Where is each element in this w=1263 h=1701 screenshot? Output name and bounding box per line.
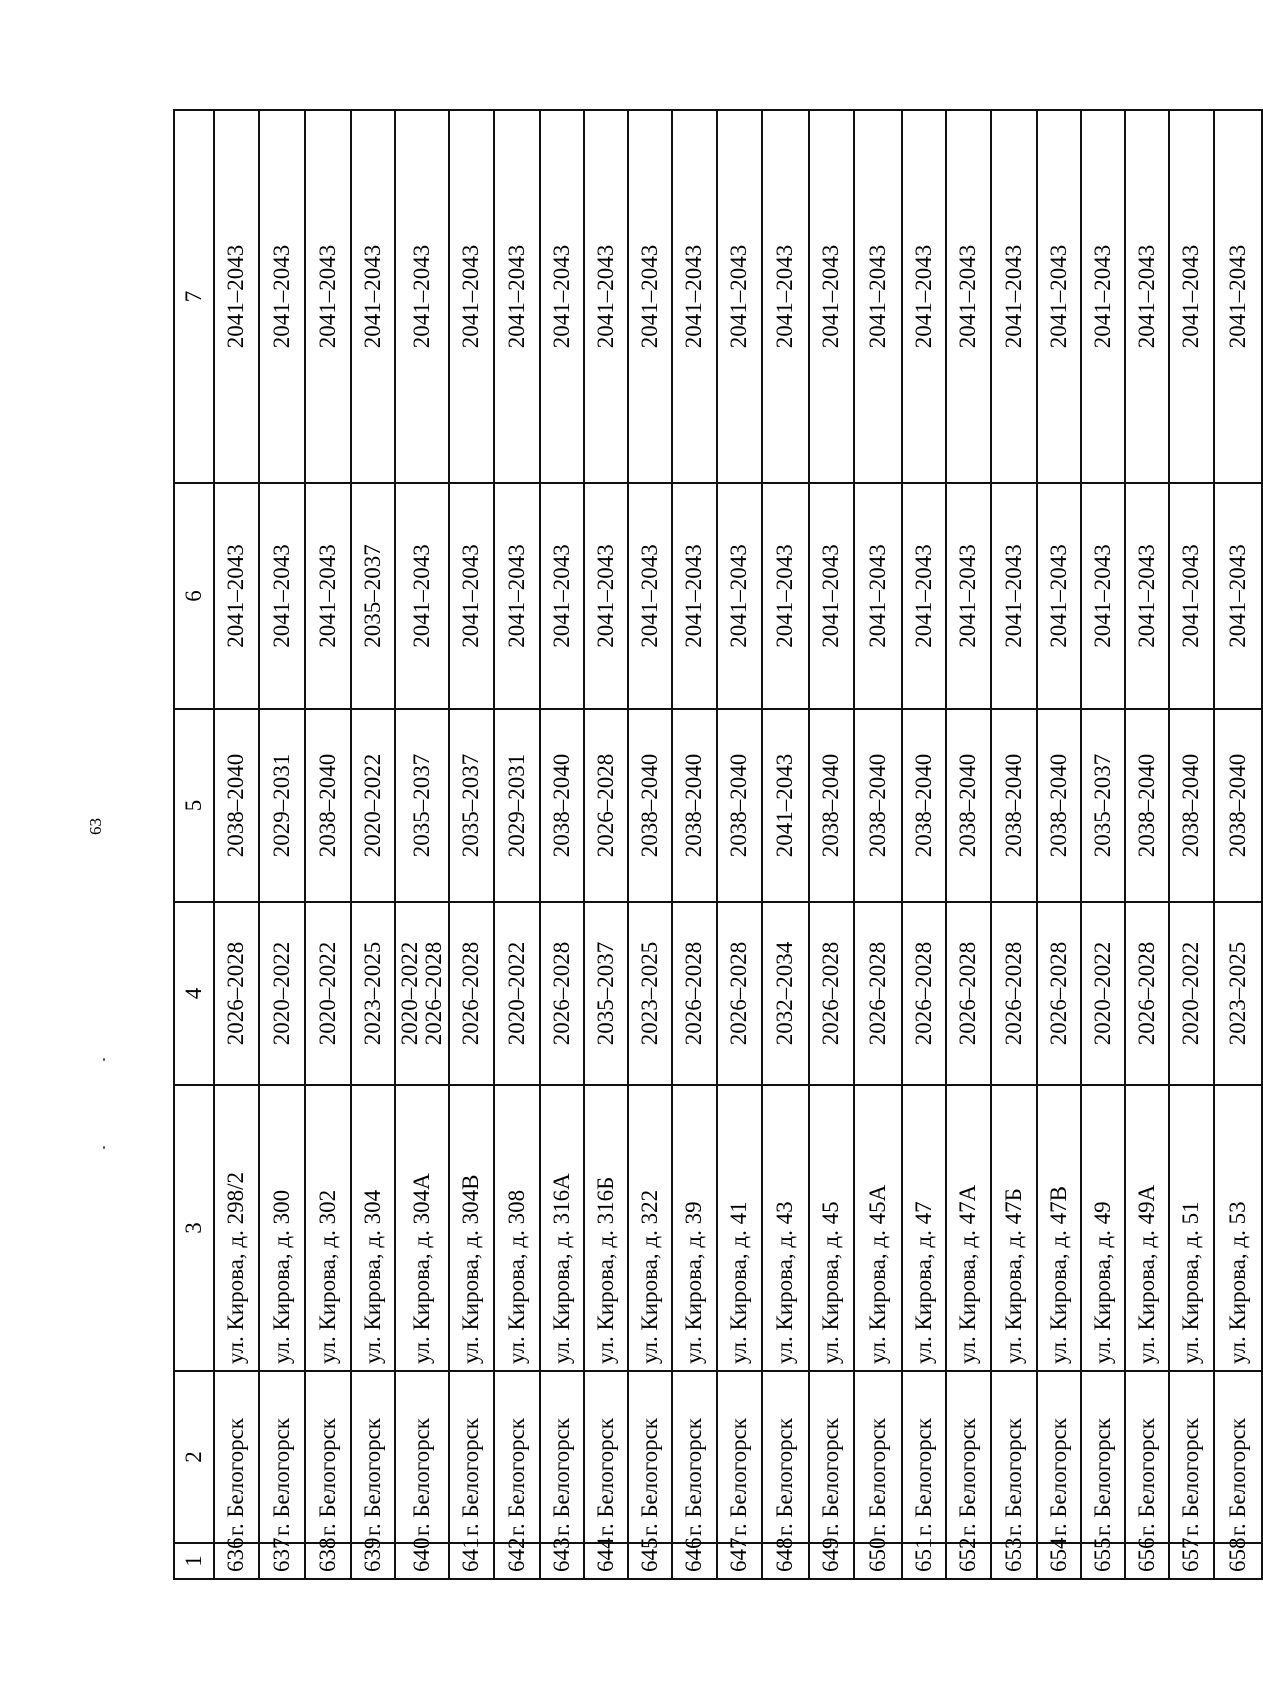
cell-col7: 2041–2043 xyxy=(991,110,1037,483)
cell-col5: 2035–2037 xyxy=(1081,709,1125,902)
cell-col6: 2041–2043 xyxy=(1169,483,1214,709)
cell-col4-line: 2026–2028 xyxy=(910,941,936,1046)
cell-col4-line: 2026–2028 xyxy=(955,941,981,1046)
cell-col5: 2035–2037 xyxy=(395,709,449,902)
cell-col4 xyxy=(762,902,809,1085)
cell-col5: 2038–2040 xyxy=(305,709,351,902)
cell-col5: 2038–2040 xyxy=(628,709,672,902)
cell-col7: 2041–2043 xyxy=(540,110,584,483)
cell-address: ул. Кирова, д. 51 xyxy=(1169,1085,1214,1371)
cell-number: 654 xyxy=(1037,1543,1081,1579)
cell-city: г. Белогорск xyxy=(946,1371,991,1543)
cell-col6: 2041–2043 xyxy=(717,483,762,709)
page-number: 63 xyxy=(86,818,105,835)
cell-col6: 2041–2043 xyxy=(809,483,854,709)
cell-col4 xyxy=(584,902,628,1085)
table-row xyxy=(1081,110,1125,1579)
cell-address: ул. Кирова, д. 41 xyxy=(717,1085,762,1371)
cell-col6: 2041–2043 xyxy=(449,483,494,709)
cell-address: ул. Кирова, д. 304 xyxy=(351,1085,395,1371)
cell-col6: 2035–2037 xyxy=(351,483,395,709)
cell-col6: 2041–2043 xyxy=(1037,483,1081,709)
cell-col4-line: 2026–2028 xyxy=(681,941,707,1046)
cell-col4-line: 2020–2022 xyxy=(1178,941,1204,1046)
cell-col4 xyxy=(1169,902,1214,1085)
cell-number: 637 xyxy=(259,1543,305,1579)
scan-speck xyxy=(103,1058,105,1061)
cell-col6: 2041–2043 xyxy=(628,483,672,709)
cell-col4-line: 2020–2022 xyxy=(314,941,340,1046)
cell-col7: 2041–2043 xyxy=(672,110,717,483)
cell-col6: 2041–2043 xyxy=(305,483,351,709)
scan-speck xyxy=(103,1146,105,1149)
cell-col4 xyxy=(902,902,946,1085)
cell-address: ул. Кирова, д. 47А xyxy=(946,1085,991,1371)
cell-address: ул. Кирова, д. 47Б xyxy=(991,1085,1037,1371)
cell-col4-line: 2020–2022 xyxy=(396,941,422,1046)
cell-city: г. Белогорск xyxy=(1037,1371,1081,1543)
cell-col4-line: 2035–2037 xyxy=(592,941,618,1046)
cell-col4-line: 2026–2028 xyxy=(726,941,752,1046)
header-col-2: 2 xyxy=(174,1371,214,1543)
cell-city: г. Белогорск xyxy=(991,1371,1037,1543)
cell-col4-line: 2020–2022 xyxy=(268,941,294,1046)
cell-col6: 2041–2043 xyxy=(672,483,717,709)
cell-city: г. Белогорск xyxy=(672,1371,717,1543)
cell-address: ул. Кирова, д. 300 xyxy=(259,1085,305,1371)
cell-col6: 2041–2043 xyxy=(1214,483,1262,709)
cell-number: 646 xyxy=(672,1543,717,1579)
cell-col5: 2038–2040 xyxy=(1169,709,1214,902)
cell-col5: 2038–2040 xyxy=(809,709,854,902)
header-col-7: 7 xyxy=(174,110,214,483)
cell-col7: 2041–2043 xyxy=(351,110,395,483)
cell-col7: 2041–2043 xyxy=(395,110,449,483)
cell-col6: 2041–2043 xyxy=(1081,483,1125,709)
cell-col6: 2041–2043 xyxy=(946,483,991,709)
cell-col4-line: 2023–2025 xyxy=(359,941,385,1046)
table-row xyxy=(1037,110,1081,1579)
cell-col4 xyxy=(854,902,902,1085)
cell-col4-line: 2026–2028 xyxy=(458,941,484,1046)
cell-col6: 2041–2043 xyxy=(214,483,259,709)
table-row xyxy=(1169,110,1214,1579)
cell-number: 640 xyxy=(395,1543,449,1579)
table-row xyxy=(672,110,717,1579)
table-row xyxy=(494,110,540,1579)
cell-col5: 2038–2040 xyxy=(214,709,259,902)
cell-col5: 2038–2040 xyxy=(540,709,584,902)
cell-col7: 2041–2043 xyxy=(854,110,902,483)
cell-address: ул. Кирова, д. 47В xyxy=(1037,1085,1081,1371)
cell-col7: 2041–2043 xyxy=(1214,110,1262,483)
cell-col7: 2041–2043 xyxy=(494,110,540,483)
cell-address: ул. Кирова, д. 45 xyxy=(809,1085,854,1371)
cell-number: 650 xyxy=(854,1543,902,1579)
cell-number: 644 xyxy=(584,1543,628,1579)
cell-city: г. Белогорск xyxy=(1081,1371,1125,1543)
cell-address: ул. Кирова, д. 39 xyxy=(672,1085,717,1371)
cell-city: г. Белогорск xyxy=(214,1371,259,1543)
cell-number: 636 xyxy=(214,1543,259,1579)
cell-address: ул. Кирова, д. 47 xyxy=(902,1085,946,1371)
table-row xyxy=(1125,110,1169,1579)
cell-city: г. Белогорск xyxy=(809,1371,854,1543)
cell-col7: 2041–2043 xyxy=(1169,110,1214,483)
cell-col4-line: 2026–2028 xyxy=(548,941,574,1046)
cell-col4 xyxy=(1037,902,1081,1085)
table-body xyxy=(174,110,1262,1579)
cell-col5: 2038–2040 xyxy=(991,709,1037,902)
table-row xyxy=(449,110,494,1579)
rotated-table-container xyxy=(173,111,1250,1580)
cell-col4-line: 2026–2028 xyxy=(864,941,890,1046)
cell-address: ул. Кирова, д. 304А xyxy=(395,1085,449,1371)
cell-col5: 2038–2040 xyxy=(946,709,991,902)
cell-address: ул. Кирова, д. 298/2 xyxy=(214,1085,259,1371)
cell-col4-line: 2026–2028 xyxy=(1133,941,1159,1046)
cell-col4-line: 2026–2028 xyxy=(1000,941,1026,1046)
cell-city: г. Белогорск xyxy=(1125,1371,1169,1543)
cell-col7: 2041–2043 xyxy=(902,110,946,483)
cell-number: 653 xyxy=(991,1543,1037,1579)
cell-number: 647 xyxy=(717,1543,762,1579)
cell-col6: 2041–2043 xyxy=(854,483,902,709)
cell-col7: 2041–2043 xyxy=(1037,110,1081,483)
cell-address: ул. Кирова, д. 304В xyxy=(449,1085,494,1371)
table-row xyxy=(717,110,762,1579)
cell-col5: 2035–2037 xyxy=(449,709,494,902)
cell-col4 xyxy=(259,902,305,1085)
cell-city: г. Белогорск xyxy=(351,1371,395,1543)
cell-col6: 2041–2043 xyxy=(494,483,540,709)
cell-col7: 2041–2043 xyxy=(305,110,351,483)
cell-col7: 2041–2043 xyxy=(259,110,305,483)
cell-address: ул. Кирова, д. 302 xyxy=(305,1085,351,1371)
cell-col6: 2041–2043 xyxy=(762,483,809,709)
cell-number: 656 xyxy=(1125,1543,1169,1579)
header-col-1: 1 xyxy=(174,1543,214,1579)
cell-col4 xyxy=(395,902,449,1085)
cell-col6: 2041–2043 xyxy=(902,483,946,709)
cell-col7: 2041–2043 xyxy=(449,110,494,483)
cell-address: ул. Кирова, д. 316А xyxy=(540,1085,584,1371)
table-row xyxy=(395,110,449,1579)
cell-city: г. Белогорск xyxy=(902,1371,946,1543)
cell-number: 652 xyxy=(946,1543,991,1579)
header-col-5: 5 xyxy=(174,709,214,902)
cell-col6: 2041–2043 xyxy=(540,483,584,709)
cell-col6: 2041–2043 xyxy=(1125,483,1169,709)
cell-col4 xyxy=(494,902,540,1085)
cell-col7: 2041–2043 xyxy=(809,110,854,483)
cell-address: ул. Кирова, д. 49 xyxy=(1081,1085,1125,1371)
header-row xyxy=(174,110,214,1579)
table-row xyxy=(991,110,1037,1579)
table-row xyxy=(305,110,351,1579)
cell-col5: 2020–2022 xyxy=(351,709,395,902)
header-col-3: 3 xyxy=(174,1085,214,1371)
cell-city: г. Белогорск xyxy=(305,1371,351,1543)
cell-city: г. Белогорск xyxy=(762,1371,809,1543)
cell-col4 xyxy=(1125,902,1169,1085)
cell-number: 643 xyxy=(540,1543,584,1579)
cell-col5: 2038–2040 xyxy=(717,709,762,902)
cell-col4-line: 2026–2028 xyxy=(223,941,249,1046)
cell-col4 xyxy=(809,902,854,1085)
cell-col7: 2041–2043 xyxy=(762,110,809,483)
cell-col4-line: 2020–2022 xyxy=(503,941,529,1046)
cell-col7: 2041–2043 xyxy=(717,110,762,483)
cell-number: 639 xyxy=(351,1543,395,1579)
cell-number: 649 xyxy=(809,1543,854,1579)
cell-city: г. Белогорск xyxy=(540,1371,584,1543)
cell-number: 658 xyxy=(1214,1543,1262,1579)
cell-col5: 2038–2040 xyxy=(1125,709,1169,902)
header-col-4: 4 xyxy=(174,902,214,1085)
cell-col5: 2038–2040 xyxy=(854,709,902,902)
cell-col4 xyxy=(540,902,584,1085)
table-row xyxy=(214,110,259,1579)
cell-col5: 2038–2040 xyxy=(1037,709,1081,902)
cell-number: 657 xyxy=(1169,1543,1214,1579)
cell-city: г. Белогорск xyxy=(1214,1371,1262,1543)
cell-col4-line: 2026–2028 xyxy=(1045,941,1071,1046)
cell-col7: 2041–2043 xyxy=(946,110,991,483)
cell-col5: 2026–2028 xyxy=(584,709,628,902)
cell-col4 xyxy=(672,902,717,1085)
cell-city: г. Белогорск xyxy=(1169,1371,1214,1543)
cell-number: 655 xyxy=(1081,1543,1125,1579)
schedule-table xyxy=(173,109,1263,1580)
cell-col7: 2041–2043 xyxy=(1081,110,1125,483)
table-row xyxy=(854,110,902,1579)
cell-col6: 2041–2043 xyxy=(395,483,449,709)
cell-number: 638 xyxy=(305,1543,351,1579)
cell-number: 651 xyxy=(902,1543,946,1579)
cell-city: г. Белогорск xyxy=(395,1371,449,1543)
cell-city: г. Белогорск xyxy=(717,1371,762,1543)
cell-col4-line: 2023–2025 xyxy=(1224,941,1250,1046)
cell-col4 xyxy=(1081,902,1125,1085)
cell-number: 641 xyxy=(449,1543,494,1579)
cell-number: 645 xyxy=(628,1543,672,1579)
table-row xyxy=(351,110,395,1579)
cell-city: г. Белогорск xyxy=(259,1371,305,1543)
cell-col7: 2041–2043 xyxy=(1125,110,1169,483)
cell-address: ул. Кирова, д. 49А xyxy=(1125,1085,1169,1371)
cell-col4 xyxy=(305,902,351,1085)
cell-col4-line: 2032–2034 xyxy=(772,941,798,1046)
table-row xyxy=(540,110,584,1579)
cell-address: ул. Кирова, д. 45А xyxy=(854,1085,902,1371)
cell-city: г. Белогорск xyxy=(854,1371,902,1543)
cell-col5: 2029–2031 xyxy=(494,709,540,902)
cell-col4 xyxy=(214,902,259,1085)
cell-city: г. Белогорск xyxy=(584,1371,628,1543)
cell-address: ул. Кирова, д. 322 xyxy=(628,1085,672,1371)
cell-city: г. Белогорск xyxy=(494,1371,540,1543)
cell-col4 xyxy=(991,902,1037,1085)
cell-col6: 2041–2043 xyxy=(991,483,1037,709)
cell-col5: 2038–2040 xyxy=(1214,709,1262,902)
cell-col5: 2041–2043 xyxy=(762,709,809,902)
cell-col4-line: 2026–2028 xyxy=(421,941,446,1046)
cell-col4 xyxy=(717,902,762,1085)
cell-col4-line: 2023–2025 xyxy=(636,941,662,1046)
cell-col7: 2041–2043 xyxy=(214,110,259,483)
cell-col4 xyxy=(1214,902,1262,1085)
cell-col7: 2041–2043 xyxy=(628,110,672,483)
cell-col4-line: 2020–2022 xyxy=(1089,941,1115,1046)
cell-address: ул. Кирова, д. 53 xyxy=(1214,1085,1262,1371)
cell-number: 648 xyxy=(762,1543,809,1579)
table-row xyxy=(809,110,854,1579)
header-col-6: 6 xyxy=(174,483,214,709)
cell-col5: 2038–2040 xyxy=(672,709,717,902)
table-row xyxy=(1214,110,1262,1579)
table-row xyxy=(584,110,628,1579)
cell-col5: 2029–2031 xyxy=(259,709,305,902)
table-row xyxy=(902,110,946,1579)
table-row xyxy=(762,110,809,1579)
cell-col4 xyxy=(351,902,395,1085)
cell-col6: 2041–2043 xyxy=(259,483,305,709)
cell-col6: 2041–2043 xyxy=(584,483,628,709)
cell-address: ул. Кирова, д. 43 xyxy=(762,1085,809,1371)
cell-address: ул. Кирова, д. 316Б xyxy=(584,1085,628,1371)
cell-col4-line: 2026–2028 xyxy=(818,941,844,1046)
cell-city: г. Белогорск xyxy=(628,1371,672,1543)
cell-col4 xyxy=(946,902,991,1085)
cell-number: 642 xyxy=(494,1543,540,1579)
table-row xyxy=(946,110,991,1579)
table-row xyxy=(628,110,672,1579)
cell-col7: 2041–2043 xyxy=(584,110,628,483)
cell-address: ул. Кирова, д. 308 xyxy=(494,1085,540,1371)
cell-col5: 2038–2040 xyxy=(902,709,946,902)
table-row xyxy=(259,110,305,1579)
cell-col4 xyxy=(449,902,494,1085)
cell-col4 xyxy=(628,902,672,1085)
cell-city: г. Белогорск xyxy=(449,1371,494,1543)
